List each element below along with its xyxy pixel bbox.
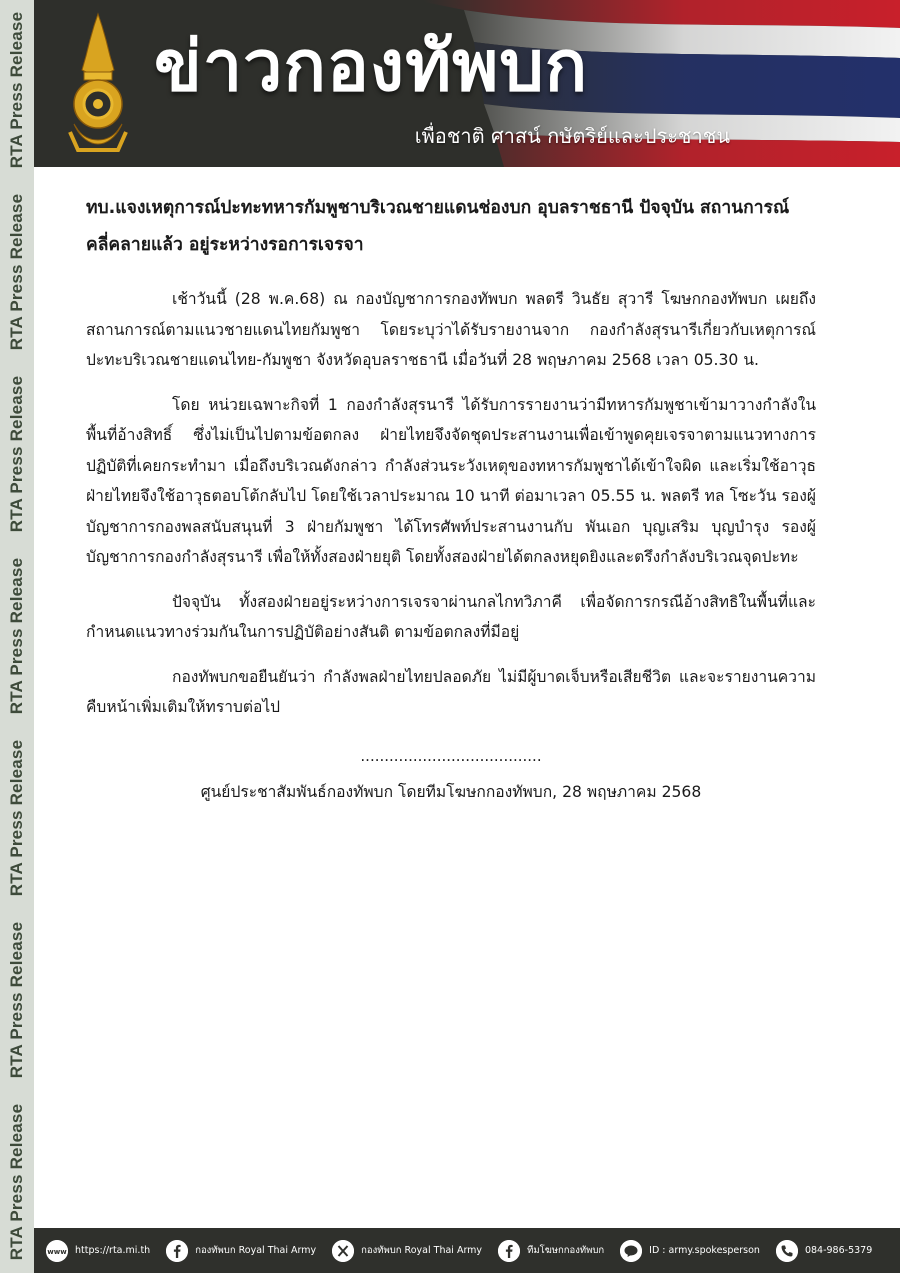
article-signature: ศูนย์ประชาสัมพันธ์กองทัพบก โดยทีมโฆษกกองทัพบก, 28 พฤษภาคม 2568 xyxy=(200,782,702,801)
side-strip-label: RTA Press Release xyxy=(7,739,27,897)
side-strip-label: RTA Press Release xyxy=(7,11,27,169)
side-strip xyxy=(0,0,34,1273)
side-strip-label: RTA Press Release xyxy=(7,921,27,1079)
article-paragraph: โดย หน่วยเฉพาะกิจที่ 1 กองกำลังสุรนารี ได้รับการรายงานว่ามีทหารกัมพูชาเข้ามาวางกำลังในพื้นที่อ้างสิทธิ์ ซึ่งไม่เป็นไปตามข้อตกลง ฝ่ายไทยจึงจัดชุดประสานงานเพื่อเข้าพูดคุยเจรจาตามแนวทางการปฏิบัติที่เคยกระทำมา เมื่อถึงบริเวณดังกล่าว กำลังส่วนระวังเหตุของทหารกัมพูชาได้เข้าใจผิด และเริ่มใช้อาวุธ ฝ่ายไทยจึงใช้อาวุธตอบโต้กลับไป โดยใช้เวลาประมาณ 10 นาที ต่อมาเวลา 05.55 น. พลตรี ทล โซะวัน รองผู้บัญชาการกองพลสนับสนุนที่ 3 ฝ่ายกัมพูชา ได้โทรศัพท์ประสานงานกับ พันเอก บุญเสริม บุญบำรุง รองผู้บัญชาการกองกำลังสุรนารี เพื่อให้ทั้งสองฝ่ายยุติ โดยทั้งสองฝ่ายได้ตกลงหยุดยิงและตรึงกำลังบริเวณจุดปะทะ xyxy=(86,395,816,566)
article-paragraph: ปัจจุบัน ทั้งสองฝ่ายอยู่ระหว่างการเจรจาผ่านกลไกทวิภาคี เพื่อจัดการกรณีอ้างสิทธิในพื้นที่และกำหนดแนวทางร่วมกันในการปฏิบัติอย่างสันติ ตามข้อตกลงที่มีอยู่ xyxy=(86,592,816,641)
article-paragraph: กองทัพบกขอยืนยันว่า กำลังพลฝ่ายไทยปลอดภัย ไม่มีผู้บาดเจ็บหรือเสียชีวิต และจะรายงานความคืบหน้าเพิ่มเติมให้ทราบต่อไป xyxy=(86,667,816,716)
emblem-icon xyxy=(66,12,130,154)
footer-facebook-2[interactable] xyxy=(498,1240,604,1262)
svg-text:www: www xyxy=(47,1247,67,1256)
facebook-icon xyxy=(166,1240,188,1262)
footer-bar xyxy=(34,1228,900,1273)
article xyxy=(86,190,816,804)
footer-website-text: https://rta.mi.th xyxy=(75,1245,151,1256)
side-strip-label: RTA Press Release xyxy=(7,557,27,715)
footer-line-text: ID : army.spokesperson xyxy=(649,1245,760,1256)
divider: ...................................... xyxy=(360,746,542,765)
article-headline: ทบ.แจงเหตุการณ์ปะทะทหารกัมพูชาบริเวณชายแดนช่องบก อุบลราชธานี ปัจจุบัน สถานการณ์คลี่คลายแล้ว อยู่ระหว่างรอการเจรจา xyxy=(86,198,790,255)
footer-facebook-1-text: กองทัพบก Royal Thai Army xyxy=(195,1245,317,1256)
footer-line[interactable] xyxy=(620,1240,760,1262)
header-banner xyxy=(34,0,900,167)
phone-icon xyxy=(776,1240,798,1262)
side-strip-label: RTA Press Release xyxy=(7,193,27,351)
x-icon xyxy=(332,1240,354,1262)
article-paragraph: เช้าวันนี้ (28 พ.ค.68) ณ กองบัญชาการกองทัพบก พลตรี วินธัย สุวารี โฆษกกองทัพบก เผยถึงสถานการณ์ตามแนวชายแดนไทยกัมพูชา โดยระบุว่าได้รับรายงานจาก กองกำลังสุรนารีเกี่ยวกับเหตุการณ์ปะทะบริเวณชายแดนไทย-กัมพูชา จังหวัดอุบลราชธานี เมื่อวันที่ 28 พฤษภาคม 2568 เวลา 05.30 น. xyxy=(86,290,816,369)
footer-phone-text: 084-986-5379 xyxy=(804,1245,873,1256)
globe-icon xyxy=(46,1240,68,1262)
footer-facebook-1[interactable] xyxy=(166,1240,316,1262)
header-subtitle: เพื่อชาติ ศาสน์ กษัตริย์และประชาชน xyxy=(414,124,730,148)
header-title: ข่าวกองทัพบก xyxy=(154,25,589,107)
side-strip-label: RTA Press Release xyxy=(7,1103,27,1261)
footer-website[interactable] xyxy=(46,1240,150,1262)
footer-x[interactable] xyxy=(332,1240,482,1262)
side-strip-label: RTA Press Release xyxy=(7,375,27,533)
footer-x-text: กองทัพบก Royal Thai Army xyxy=(361,1245,483,1256)
line-icon xyxy=(620,1240,642,1262)
facebook-icon xyxy=(498,1240,520,1262)
footer-phone[interactable] xyxy=(776,1240,872,1262)
footer-facebook-2-text: ทีมโฆษกกองทัพบก xyxy=(527,1245,605,1256)
